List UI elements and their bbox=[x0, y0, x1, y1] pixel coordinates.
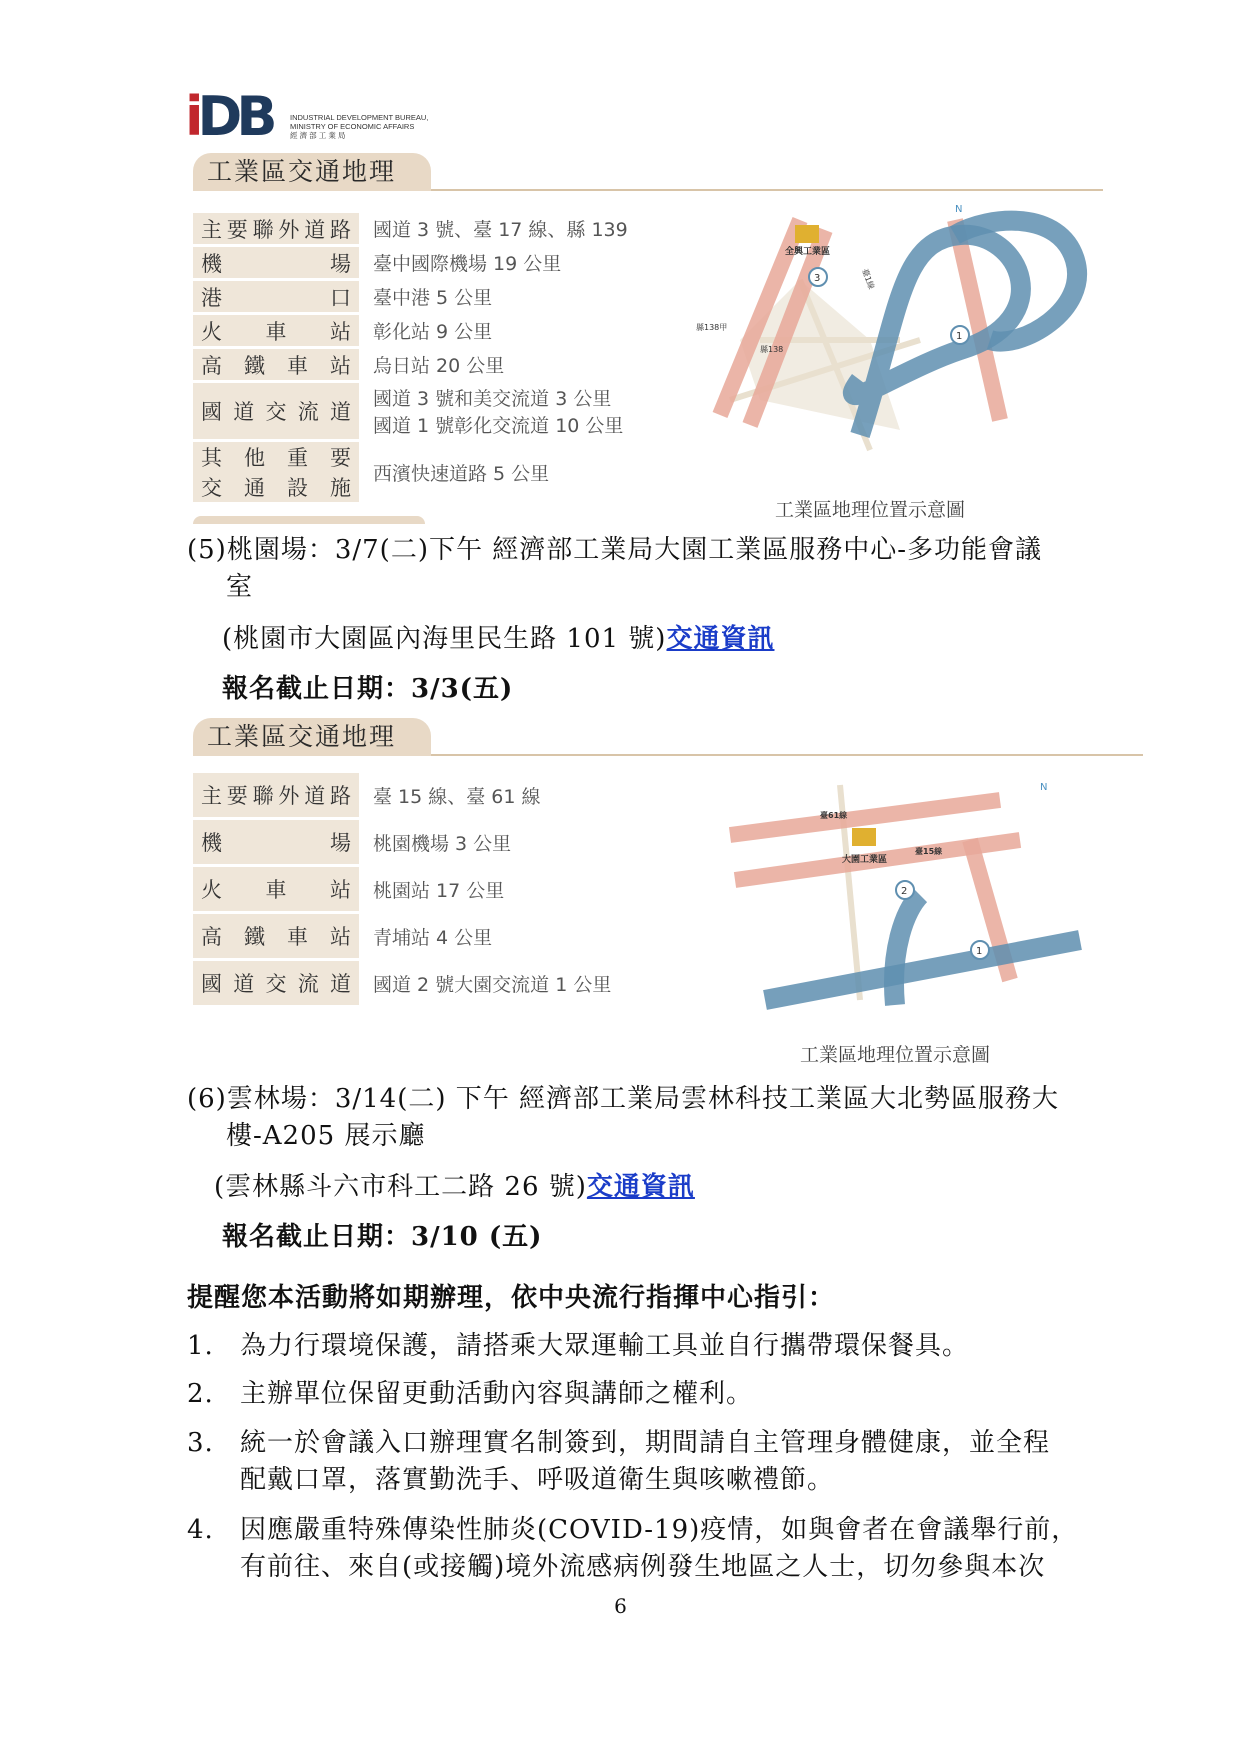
section2-header-tab: 工業區交通地理 bbox=[193, 718, 431, 756]
marker-label: 1 bbox=[976, 946, 983, 957]
section1-table bbox=[193, 210, 629, 505]
row-value: 青埔站 4 公里 bbox=[373, 926, 493, 949]
row-label: 高鐵車站 bbox=[193, 914, 359, 958]
row-label: 港口 bbox=[193, 281, 359, 312]
entry5-address: (桃園市大園區內海里民生路 101 號) bbox=[222, 624, 667, 654]
idb-logo bbox=[185, 85, 429, 148]
section2-rule bbox=[431, 754, 1143, 756]
row-label: 國道交流道 bbox=[193, 961, 359, 1005]
row-label bbox=[193, 442, 359, 502]
table-row bbox=[193, 247, 629, 278]
entry6-address: (雲林縣斗六市科工二路 26 號) bbox=[214, 1172, 587, 1202]
section1-header bbox=[193, 153, 1103, 191]
reminder-item-text: 配戴口罩，落實勤洗手、呼吸道衛生與咳嗽禮節。 bbox=[240, 1465, 835, 1495]
entry6-line2: 樓-A205 展示廳 bbox=[226, 1121, 426, 1151]
row-value: 國道 3 號、臺 17 線、縣 139 bbox=[373, 219, 628, 241]
map-road-national2-branch bbox=[894, 895, 920, 1005]
reminder-item-text: 因應嚴重特殊傳染性肺炎(COVID-19)疫情，如與會者在會議舉行前， bbox=[240, 1515, 1079, 1545]
section1-rule bbox=[431, 189, 1103, 191]
reminder-item-text: 統一於會議入口辦理實名制簽到，期間請自主管理身體健康，並全程 bbox=[240, 1428, 1051, 1458]
map-road-label: 臺15線 bbox=[915, 847, 943, 856]
logo-line-zh: 經 濟 部 工 業 局 bbox=[290, 131, 346, 140]
row-label: 主要聯外道路 bbox=[193, 213, 359, 244]
page-number: 6 bbox=[614, 1594, 627, 1618]
row-value-line2: 國道 1 號彰化交流道 10 公里 bbox=[373, 415, 624, 437]
row-label: 火車站 bbox=[193, 315, 359, 346]
map-road-label: 縣138 bbox=[760, 345, 784, 354]
row-label: 國道交流道 bbox=[193, 383, 359, 439]
row-label: 高鐵車站 bbox=[193, 349, 359, 380]
table-row bbox=[193, 383, 629, 439]
row-value: 彰化站 9 公里 bbox=[373, 321, 493, 343]
entry5-deadline: 報名截止日期：3/3(五) bbox=[222, 674, 514, 704]
logo-mark: iDB bbox=[185, 85, 272, 148]
factory-icon bbox=[795, 225, 819, 243]
factory-icon bbox=[852, 828, 876, 846]
entry6-line1: (6)雲林場：3/14(二) 下午 經濟部工業局雲林科技工業區大北勢區服務大 bbox=[187, 1084, 1060, 1114]
table-row bbox=[193, 820, 612, 864]
section2-map bbox=[720, 780, 1100, 1030]
reminder-item-text: 主辦單位保留更動活動內容與講師之權利。 bbox=[240, 1379, 754, 1409]
section2-header bbox=[193, 718, 1143, 756]
map-road-label: 縣138甲 bbox=[696, 323, 728, 332]
table-row bbox=[193, 961, 612, 1005]
reminder-item-text: 有前往、來自(或接觸)境外流感病例發生地區之人士，切勿參與本次 bbox=[240, 1552, 1046, 1582]
row-value: 臺中國際機場 19 公里 bbox=[373, 253, 562, 275]
row-label-line2: 交通設施 bbox=[201, 476, 351, 500]
map-road-label: 臺1線 bbox=[860, 267, 876, 291]
section1-map bbox=[696, 204, 1120, 520]
reminder-item-num: 3. bbox=[187, 1428, 214, 1458]
row-value: 臺中港 5 公里 bbox=[373, 287, 493, 309]
row-label-line1: 其他重要 bbox=[201, 446, 351, 470]
entry5-line2: 室 bbox=[226, 572, 254, 602]
entry5-line1: (5)桃園場：3/7(二)下午 經濟部工業局大園工業區服務中心-多功能會議 bbox=[187, 535, 1043, 565]
table-row bbox=[193, 773, 612, 817]
row-label: 火車站 bbox=[193, 867, 359, 911]
table-row bbox=[193, 867, 612, 911]
marker-label: 3 bbox=[814, 273, 821, 284]
logo-line-en1: INDUSTRIAL DEVELOPMENT BUREAU, bbox=[290, 113, 429, 122]
row-value: 桃園機場 3 公里 bbox=[373, 832, 512, 855]
reminder-item-num: 1. bbox=[187, 1331, 214, 1361]
table-row bbox=[193, 213, 629, 244]
table-row bbox=[193, 442, 629, 502]
row-value: 西濱快速道路 5 公里 bbox=[373, 462, 550, 485]
map-site-label: 全興工業區 bbox=[785, 247, 831, 257]
table-row bbox=[193, 281, 629, 312]
section1-header-tab: 工業區交通地理 bbox=[193, 153, 431, 191]
north-arrow-icon: N bbox=[955, 204, 963, 215]
row-value: 國道 2 號大園交流道 1 公里 bbox=[373, 973, 612, 996]
row-label: 機場 bbox=[193, 247, 359, 278]
row-label: 主要聯外道路 bbox=[193, 773, 359, 817]
north-arrow-icon: N bbox=[1040, 782, 1048, 793]
map-road-label: 臺61線 bbox=[820, 811, 848, 820]
entry6-deadline: 報名截止日期：3/10 (五) bbox=[222, 1222, 543, 1252]
reminder-heading: 提醒您本活動將如期辦理，依中央流行指揮中心指引： bbox=[187, 1283, 836, 1313]
logo-line-en2: MINISTRY OF ECONOMIC AFFAIRS bbox=[290, 122, 415, 131]
section1-bottom-tab bbox=[193, 516, 425, 524]
row-value-line1: 國道 3 號和美交流道 3 公里 bbox=[373, 388, 612, 410]
entry5-traffic-link[interactable]: 交通資訊 bbox=[666, 624, 775, 654]
map-site-label: 大園工業區 bbox=[842, 855, 888, 865]
entry6-traffic-link[interactable]: 交通資訊 bbox=[586, 1172, 695, 1202]
section1-map-caption: 工業區地理位置示意圖 bbox=[775, 499, 966, 521]
row-value: 桃園站 17 公里 bbox=[373, 879, 505, 902]
reminder-item-num: 4. bbox=[187, 1515, 214, 1545]
section2-table bbox=[193, 770, 612, 1008]
table-row bbox=[193, 349, 629, 380]
row-label: 機場 bbox=[193, 820, 359, 864]
table-row bbox=[193, 914, 612, 958]
row-value: 臺 15 線、臺 61 線 bbox=[373, 785, 541, 808]
section2-map-caption: 工業區地理位置示意圖 bbox=[800, 1044, 991, 1066]
row-value: 烏日站 20 公里 bbox=[373, 355, 505, 377]
row-value bbox=[359, 383, 629, 439]
entry5-address-line bbox=[222, 621, 774, 657]
marker-label: 2 bbox=[901, 886, 908, 897]
table-row bbox=[193, 315, 629, 346]
map-road-national2 bbox=[765, 940, 1080, 1000]
reminder-item-text: 為力行環境保護，請搭乘大眾運輸工具並自行攜帶環保餐具。 bbox=[240, 1331, 970, 1361]
reminder-item-num: 2. bbox=[187, 1379, 214, 1409]
logo-text bbox=[290, 113, 428, 140]
entry6-address-line bbox=[214, 1169, 695, 1205]
marker-label: 1 bbox=[956, 331, 963, 342]
